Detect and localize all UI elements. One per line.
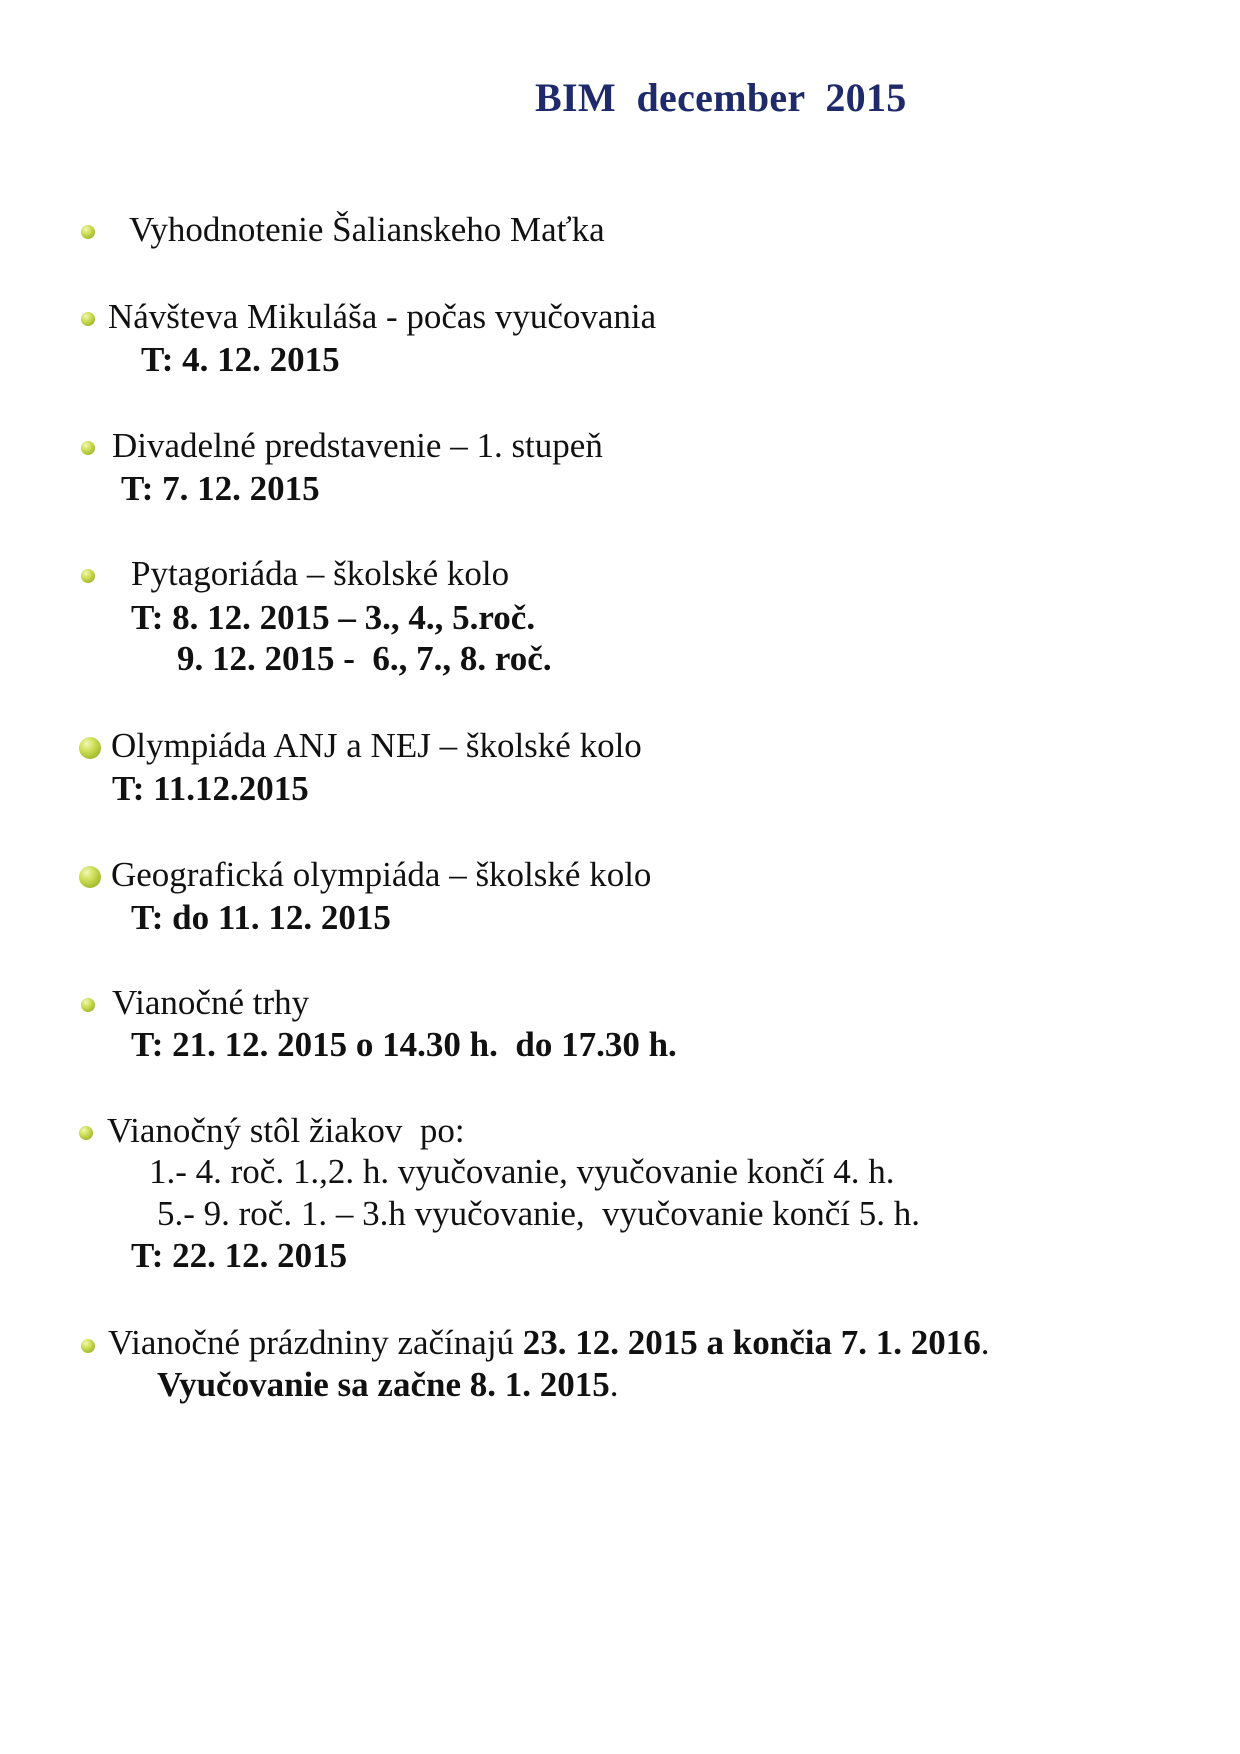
bullet-icon [81, 441, 95, 455]
item-heading-end: . [980, 1323, 990, 1362]
item-note-text: Vyučovanie sa začne 8. 1. 2015 [157, 1365, 610, 1404]
item-note [157, 1365, 618, 1405]
item-date-secondary: 9. 12. 2015 - 6., 7., 8. roč. [177, 639, 552, 678]
item-date: T: 8. 12. 2015 – 3., 4., 5.roč. [131, 598, 536, 637]
page-title: BIM december 2015 [535, 75, 907, 120]
item-date: T: do 11. 12. 2015 [131, 898, 391, 937]
item-heading: Olympiáda ANJ a NEJ – školské kolo [111, 726, 642, 765]
bullet-icon [81, 1339, 95, 1353]
item-heading: Pytagoriáda – školské kolo [131, 554, 510, 593]
item-heading-text: Vianočné prázdniny začínajú [108, 1323, 523, 1362]
bullet-icon [79, 866, 101, 888]
item-heading: Vianočný stôl žiakov po: [107, 1111, 465, 1150]
bullet-icon [81, 225, 95, 239]
item-heading [108, 1323, 990, 1363]
item-heading-dates: 23. 12. 2015 a končia 7. 1. 2016 [522, 1323, 981, 1362]
item-heading: Návšteva Mikuláša - počas vyučovania [108, 297, 657, 336]
item-date: T: 11.12.2015 [112, 769, 309, 808]
item-heading: Vianočné trhy [112, 983, 310, 1022]
item-date: T: 7. 12. 2015 [121, 469, 320, 508]
bullet-icon [81, 569, 95, 583]
item-note-end: . [609, 1365, 619, 1404]
item-subline: 1.- 4. roč. 1.,2. h. vyučovanie, vyučovanie končí 4. h. [149, 1152, 895, 1191]
item-date: T: 22. 12. 2015 [131, 1236, 348, 1275]
bullet-icon [79, 737, 101, 759]
item-heading: Divadelné predstavenie – 1. stupeň [112, 426, 603, 465]
item-subline: 5.- 9. roč. 1. – 3.h vyučovanie, vyučovanie končí 5. h. [157, 1194, 921, 1233]
item-date: T: 21. 12. 2015 o 14.30 h. do 17.30 h. [131, 1025, 677, 1064]
item-date: T: 4. 12. 2015 [141, 340, 340, 379]
bullet-icon [81, 312, 95, 326]
bullet-icon [79, 1126, 93, 1140]
item-heading: Vyhodnotenie Šalianskeho Maťka [129, 210, 605, 249]
item-heading: Geografická olympiáda – školské kolo [111, 855, 652, 894]
bullet-icon [81, 998, 95, 1012]
